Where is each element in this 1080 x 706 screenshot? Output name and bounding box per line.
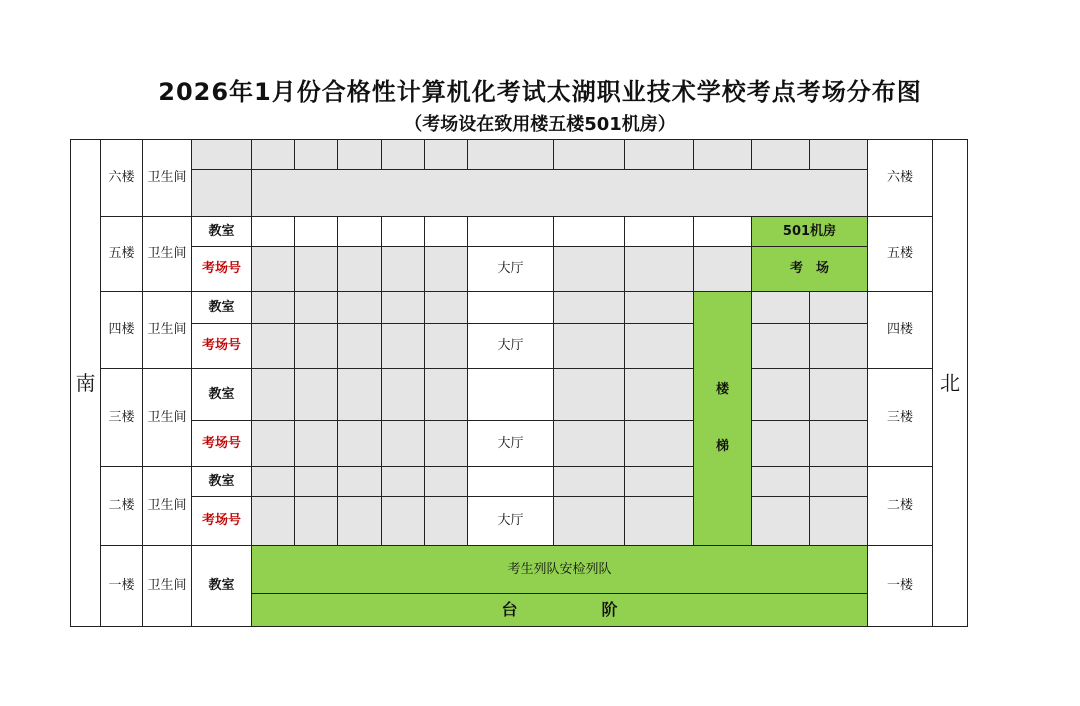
restroom-6: 卫生间 — [142, 139, 192, 217]
south-label: 南 — [70, 139, 101, 627]
f4-cell — [251, 291, 295, 324]
north-label: 北 — [932, 139, 968, 627]
f2-cell — [809, 496, 868, 546]
hall-2: 大厅 — [467, 496, 554, 546]
f5-cell — [251, 246, 295, 292]
f3-cell — [337, 368, 382, 421]
classroom-5: 教室 — [191, 216, 252, 247]
restroom-2: 卫生间 — [142, 466, 192, 546]
f2-cell — [251, 466, 295, 497]
f2-cell — [624, 496, 694, 546]
f3-cell — [381, 368, 425, 421]
classroom-3: 教室 — [191, 368, 252, 421]
f5-cell — [424, 246, 468, 292]
f2-cell — [467, 466, 554, 497]
f5-cell — [467, 216, 554, 247]
f3-cell — [467, 368, 554, 421]
f2-cell — [809, 466, 868, 497]
f6-cell — [337, 139, 382, 170]
staircase-label-2: 梯 — [715, 438, 729, 454]
floor-label-5-left: 五楼 — [100, 216, 143, 292]
f4-cell — [381, 323, 425, 369]
f3-cell — [294, 368, 338, 421]
f3-cell — [251, 420, 295, 467]
room-501: 501机房 — [751, 216, 868, 247]
exam-room-no-3: 考场号 — [191, 420, 252, 467]
f3-cell — [751, 368, 810, 421]
f6-band — [251, 169, 868, 217]
classroom-4: 教室 — [191, 291, 252, 324]
classroom-2: 教室 — [191, 466, 252, 497]
f6-cell — [467, 139, 554, 170]
floor-label-1-left: 一楼 — [100, 545, 143, 627]
page-subtitle: （考场设在致用楼五楼501机房） — [404, 114, 676, 135]
f4-cell — [751, 291, 810, 324]
f2-cell — [294, 496, 338, 546]
floor-label-1-right: 一楼 — [867, 545, 933, 627]
f4-cell — [751, 323, 810, 369]
f2-cell — [294, 466, 338, 497]
floor-label-2-left: 二楼 — [100, 466, 143, 546]
f6-cell — [294, 139, 338, 170]
floor-label-6-left: 六楼 — [100, 139, 143, 217]
f4-cell — [294, 323, 338, 369]
f6-cell — [381, 139, 425, 170]
f6-cell — [751, 139, 810, 170]
exam-room-no-2: 考场号 — [191, 496, 252, 546]
f3-cell — [624, 368, 694, 421]
restroom-3: 卫生间 — [142, 368, 192, 467]
queue-area: 考生列队安检列队 — [251, 545, 868, 594]
f3-cell — [751, 420, 810, 467]
f6-cell — [624, 139, 694, 170]
f4-cell — [624, 291, 694, 324]
f4-cell — [553, 291, 625, 324]
f4-cell — [424, 291, 468, 324]
f5-cell — [553, 246, 625, 292]
f3-cell — [624, 420, 694, 467]
f2-cell — [624, 466, 694, 497]
f4-cell — [337, 323, 382, 369]
f2-cell — [381, 496, 425, 546]
f3-cell — [381, 420, 425, 467]
floor-label-2-right: 二楼 — [867, 466, 933, 546]
f2-cell — [251, 496, 295, 546]
f4-cell — [294, 291, 338, 324]
f3-cell — [251, 368, 295, 421]
f5-cell — [294, 246, 338, 292]
f4-cell — [381, 291, 425, 324]
f5-cell — [337, 216, 382, 247]
f4-cell — [467, 291, 554, 324]
f2-cell — [424, 496, 468, 546]
steps-label-2: 阶 — [601, 600, 618, 620]
f4-cell — [424, 323, 468, 369]
steps-area — [251, 593, 868, 627]
f2-cell — [553, 496, 625, 546]
f2-cell — [381, 466, 425, 497]
restroom-4: 卫生间 — [142, 291, 192, 369]
exam-room-no-4: 考场号 — [191, 323, 252, 369]
floor-label-3-left: 三楼 — [100, 368, 143, 467]
f6-cell — [424, 139, 468, 170]
f4-cell — [553, 323, 625, 369]
f4-cell — [337, 291, 382, 324]
steps-label-1: 台 — [501, 600, 518, 620]
staircase-label-1: 楼 — [715, 382, 729, 398]
f2-cell — [337, 496, 382, 546]
f2-cell — [424, 466, 468, 497]
f5-cell — [381, 216, 425, 247]
f4-cell — [809, 323, 868, 369]
restroom-5: 卫生间 — [142, 216, 192, 292]
f5-cell — [624, 246, 694, 292]
f2-cell — [337, 466, 382, 497]
exam-room-no-5: 考场号 — [191, 246, 252, 292]
f6-cell — [693, 139, 752, 170]
hall-5: 大厅 — [467, 246, 554, 292]
f6-cell — [191, 169, 252, 217]
f5-cell — [553, 216, 625, 247]
f2-cell — [751, 466, 810, 497]
floor-label-4-right: 四楼 — [867, 291, 933, 369]
staircase — [693, 291, 752, 546]
f3-cell — [337, 420, 382, 467]
f3-cell — [294, 420, 338, 467]
floor-label-3-right: 三楼 — [867, 368, 933, 467]
f5-cell — [624, 216, 694, 247]
f5-cell — [424, 216, 468, 247]
f2-cell — [553, 466, 625, 497]
f3-cell — [809, 420, 868, 467]
f5-cell — [251, 216, 295, 247]
f3-cell — [809, 368, 868, 421]
f5-cell — [381, 246, 425, 292]
f5-cell — [337, 246, 382, 292]
hall-3: 大厅 — [467, 420, 554, 467]
f3-cell — [424, 420, 468, 467]
hall-4: 大厅 — [467, 323, 554, 369]
f4-cell — [251, 323, 295, 369]
f3-cell — [553, 420, 625, 467]
f6-cell — [809, 139, 868, 170]
page-title: 2026年1月份合格性计算机化考试太湖职业技术学校考点考场分布图 — [158, 78, 922, 106]
floor-label-4-left: 四楼 — [100, 291, 143, 369]
f3-cell — [553, 368, 625, 421]
restroom-1: 卫生间 — [142, 545, 192, 627]
f3-cell — [424, 368, 468, 421]
exam-room-501: 考 场 — [751, 246, 868, 292]
f4-cell — [624, 323, 694, 369]
f6-cell — [553, 139, 625, 170]
f5-cell — [294, 216, 338, 247]
classroom-1: 教室 — [191, 545, 252, 627]
f2-cell — [751, 496, 810, 546]
floor-label-5-right: 五楼 — [867, 216, 933, 292]
f6-cell — [251, 139, 295, 170]
f6-cell — [191, 139, 252, 170]
f5-cell — [693, 216, 752, 247]
floor-label-6-right: 六楼 — [867, 139, 933, 217]
f5-cell — [693, 246, 752, 292]
f4-cell — [809, 291, 868, 324]
